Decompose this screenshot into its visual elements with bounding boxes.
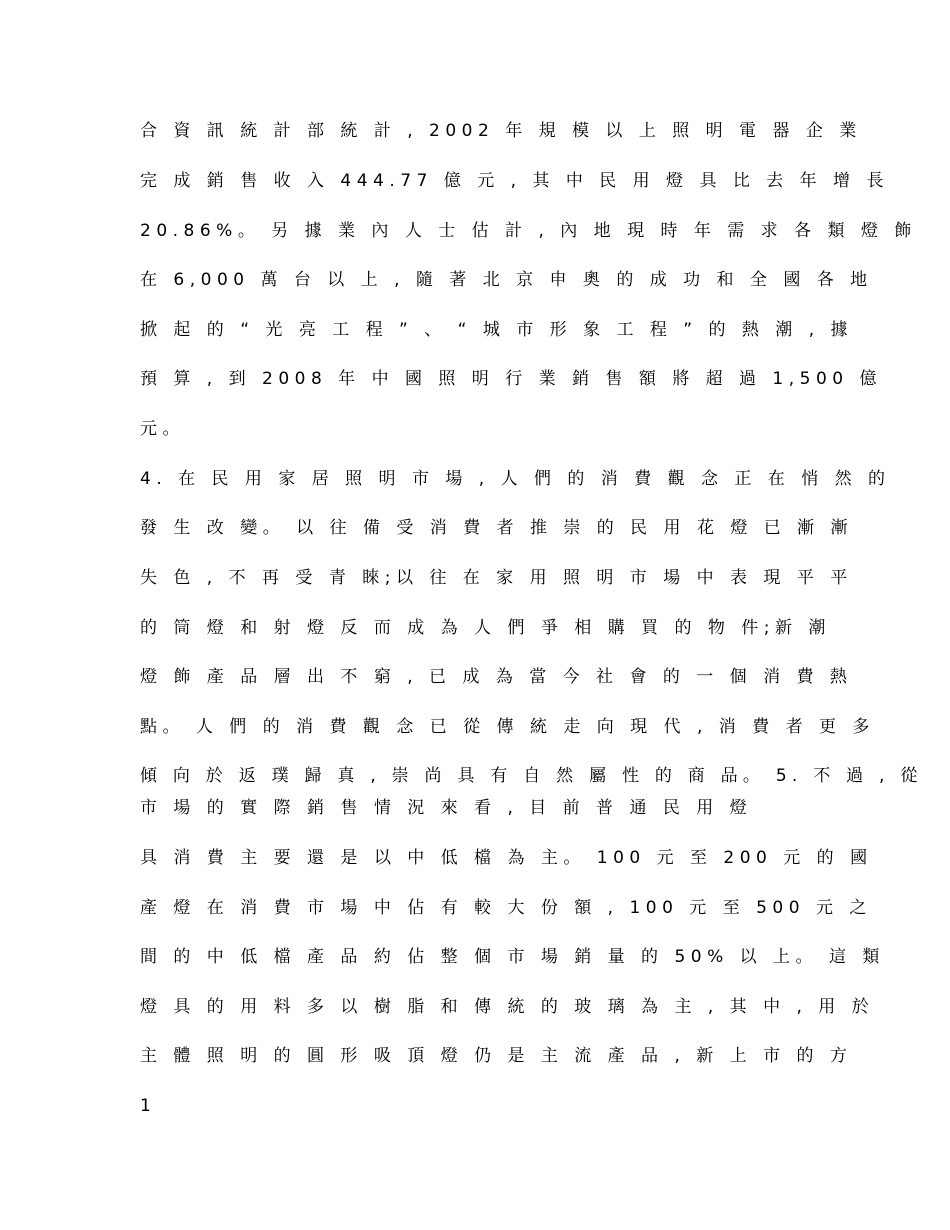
text-line: 市 場 的 實 際 銷 售 情 況 來 看 , 目 前 普 通 民 用 燈 xyxy=(140,798,753,818)
text-line: 4. 在 民 用 家 居 照 明 市 場 , 人 們 的 消 費 觀 念 正 在 悄 然 的 xyxy=(140,469,891,489)
text-line: 具 消 費 主 要 還 是 以 中 低 檔 為 主。 100 元 至 200 元 的 國 xyxy=(140,848,873,868)
text-line: 主 體 照 明 的 圓 形 吸 頂 燈 仍 是 主 流 產 品 , 新 上 市 的 方 xyxy=(140,1046,853,1066)
text-line: 元。 xyxy=(140,419,185,439)
text-line: 產 燈 在 消 費 市 場 中 佔 有 較 大 份 額 , 100 元 至 500 元 之 xyxy=(140,898,872,918)
text-line: 點。 人 們 的 消 費 觀 念 已 從 傳 統 走 向 現 代 , 消 費 者 更 多 xyxy=(140,717,875,737)
text-line: 燈 飾 產 品 層 出 不 窮 , 已 成 為 當 今 社 會 的 一 個 消 費 熱 xyxy=(140,667,853,687)
text-line: 發 生 改 變。 以 往 備 受 消 費 者 推 崇 的 民 用 花 燈 已 漸 漸 xyxy=(140,518,854,538)
text-line: 在 6,000 萬 台 以 上 , 隨 著 北 京 申 奧 的 成 功 和 全 國 各 地 xyxy=(140,270,873,290)
text-line: 20.86%。 另 據 業 內 人 士 估 計 , 內 地 現 時 年 需 求 各 類 燈 飾 xyxy=(140,221,917,241)
text-line: 合 資 訊 統 計 部 統 計 , 2002 年 規 模 以 上 照 明 電 器 企 業 xyxy=(140,121,862,141)
text-line: 完 成 銷 售 收 入 444.77 億 元 , 其 中 民 用 燈 具 比 去 年 增 長 xyxy=(140,171,889,191)
page-number: 1 xyxy=(140,1096,151,1116)
text-line: 燈 具 的 用 料 多 以 樹 脂 和 傳 統 的 玻 璃 為 主 , 其 中 , 用 於 xyxy=(140,997,875,1017)
text-line: 預 算 , 到 2008 年 中 國 照 明 行 業 銷 售 額 將 超 過 1,500 億 xyxy=(140,369,883,389)
text-line: 的 筒 燈 和 射 燈 反 而 成 為 人 們 爭 相 購 買 的 物 件;新 潮 xyxy=(140,618,831,638)
text-line: 間 的 中 低 檔 產 品 約 佔 整 個 市 場 銷 量 的 50% 以 上。 這 類 xyxy=(140,947,885,967)
text-line: 傾 向 於 返 璞 歸 真 , 崇 尚 具 有 自 然 屬 性 的 商 品。 5. 不 過 , 從 xyxy=(140,766,923,786)
text-line: 掀 起 的 “ 光 亮 工 程 ” 、 “ 城 市 形 象 工 程 ” 的 熱 潮 , 據 xyxy=(140,320,854,340)
text-line: 失 色 , 不 再 受 青 睞;以 往 在 家 用 照 明 市 場 中 表 現 平 平 xyxy=(140,568,853,588)
